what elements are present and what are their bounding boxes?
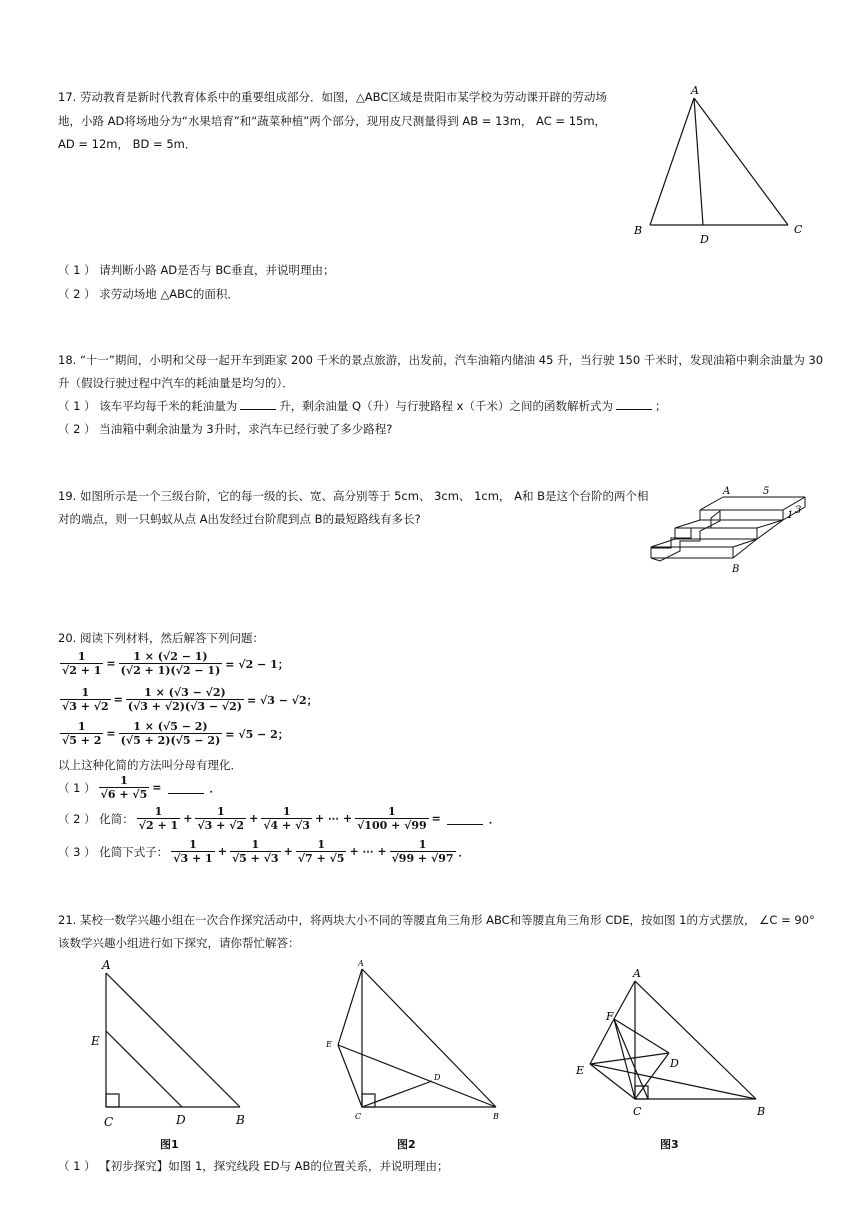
q20-note: 以上这种化简的方法叫分母有理化．	[58, 758, 242, 772]
q21-line1: 21. 某校一数学兴趣小组在一次合作探究活动中，将两块大小不同的等腰直角三角形 ABC和等腰直角三角形 CDE，按如图 1的方式摆放， ∠C = 90°	[58, 913, 815, 927]
q20-intro: 20. 阅读下列材料，然后解答下列问题：	[58, 631, 264, 645]
q19-label-a: A	[723, 486, 731, 497]
fig2-label-e: E	[326, 1040, 332, 1049]
q18-part1-a: （ 1 ） 该车平均每千米的耗油量为	[58, 399, 238, 413]
q20-example-1: $\frac{1}{√2 + 1}$ = $\frac{1 \times (√2 - 1)}{(√2 + 1)(√2 - 1)}$ = √2 − 1；	[62, 650, 289, 677]
fig2-label-a: A	[358, 959, 364, 968]
q18-line1: 18. “十一”期间，小明和父母一起开车到距家 200 千米的景点旅游，出发前，汽车油箱内储油 45 升，当行驶 150 千米时，发现油箱中剩余油量为 30	[58, 353, 824, 367]
q17-line1: 17. 劳动教育是新时代教育体系中的重要组成部分．如图，△ABC区域是贵阳市某学校为劳动课开辟的劳动场	[58, 90, 607, 104]
fraction: $\frac{1}{√3 + √2}$	[197, 805, 245, 832]
fraction: $\frac{1}{√3 + 1}$	[173, 838, 213, 865]
answer-blank[interactable]	[447, 813, 483, 825]
q17-label-d: D	[700, 233, 709, 246]
fig2-label-c: C	[355, 1112, 362, 1121]
q18-part1	[58, 398, 666, 414]
q21-line2: 该数学兴趣小组进行如下探究，请你帮忙解答：	[58, 936, 300, 950]
fig1-label-e: E	[91, 1034, 100, 1048]
fraction: $\frac{1}{√99 + √97}$	[391, 838, 454, 865]
q18-line2: 升（假设行驶过程中汽车的耗油量是均匀的）．	[58, 376, 294, 390]
q20-part2: （ 2 ） 化简： $\frac{1}{√2 + 1}$ + $\frac{1}{√3 + √2}$ + $\frac{1}{√4 + √3}$ + ⋯ + $\frac{1}{√100 + √99}$ = ．	[58, 805, 500, 832]
fig2-label-b: B	[493, 1112, 499, 1121]
q20-part3: （ 3 ） 化简下式子： $\frac{1}{√3 + 1}$ + $\frac{1}{√5 + √3}$ + $\frac{1}{√7 + √5}$ + ⋯ + $\frac{1}{√99 + √97}$ ．	[58, 838, 470, 865]
fraction: $\frac{1 \times (√5 - 2)}{(√5 + 2)(√5 - 2)}$	[120, 720, 221, 747]
q19-label-1: 1	[787, 510, 794, 521]
q19-label-3: 3	[795, 505, 802, 516]
q17-line2: 地，小路 AD将场地分为“水果培育”和“蔬菜种植”两个部分，现用皮尺测量得到 AB = 13m， AC = 15m，	[58, 114, 607, 128]
q17-part2: （ 2 ） 求劳动场地 △ABC的面积．	[58, 287, 239, 301]
fraction: $\frac{1}{√7 + √5}$	[297, 838, 345, 865]
fig3-caption: 图3	[660, 1138, 679, 1151]
q17-triangle-figure	[628, 80, 818, 250]
fig3-label-a: A	[633, 967, 641, 980]
answer-blank[interactable]	[616, 398, 652, 410]
fig1-label-d: D	[176, 1113, 186, 1127]
q19-line1: 19. 如图所示是一个三级台阶，它的每一级的长、宽、高分别等于 5cm、 3cm、 1cm， A和 B是这个台阶的两个相	[58, 489, 649, 503]
fraction: $\frac{1}{√2 + 1}$	[62, 650, 102, 677]
fraction: $\frac{1 \times (√2 - 1)}{(√2 + 1)(√2 - 1)}$	[120, 650, 221, 677]
q21-figure-3	[570, 963, 770, 1133]
fig3-label-f: F	[606, 1010, 614, 1023]
q18-part1-b: 升，剩余油量 Q（升）与行驶路程 x（千米）之间的函数解析式为	[279, 399, 613, 413]
fig1-caption: 图1	[160, 1138, 179, 1151]
q17-line3: AD = 12m， BD = 5m．	[58, 137, 197, 151]
fraction: $\frac{1}{√100 + √99}$	[357, 805, 427, 832]
q19-label-b: B	[732, 564, 740, 575]
q17-label-c: C	[794, 223, 803, 236]
fraction: $\frac{1}{√5 + 2}$	[62, 720, 102, 747]
q21-figure-1	[85, 955, 260, 1135]
fig3-label-d: D	[670, 1057, 679, 1070]
answer-blank[interactable]	[168, 782, 204, 794]
fraction: $\frac{1}{√2 + 1}$	[138, 805, 179, 832]
q19-label-5: 5	[763, 486, 770, 497]
fraction: $\frac{1}{√4 + √3}$	[263, 805, 310, 832]
q20-part1: （ 1 ） $\frac{1}{√6 + √5}$ = ．	[58, 774, 221, 801]
fig3-label-c: C	[633, 1105, 642, 1118]
fig3-label-b: B	[757, 1105, 766, 1118]
q18-part1-c: ；	[654, 399, 667, 413]
q21-figure-2	[320, 955, 510, 1125]
q17-part1: （ 1 ） 请判断小路 AD是否与 BC垂直，并说明理由；	[58, 263, 335, 277]
answer-blank[interactable]	[240, 398, 276, 410]
fig2-label-d: D	[434, 1073, 441, 1082]
fraction: $\frac{1 \times (√3 - √2)}{(√3 + √2)(√3 - √2)}$	[127, 686, 242, 713]
q20-example-3: $\frac{1}{√5 + 2}$ = $\frac{1 \times (√5 - 2)}{(√5 + 2)(√5 - 2)}$ = √5 − 2；	[62, 720, 289, 747]
q17-label-a: A	[691, 84, 699, 97]
fig1-label-c: C	[104, 1115, 114, 1129]
q18-part2: （ 2 ） 当油箱中剩余油量为 3升时，求汽车已经行驶了多少路程?	[58, 422, 393, 436]
fig2-caption: 图2	[397, 1138, 416, 1151]
fig1-label-b: B	[236, 1113, 245, 1127]
q21-part1: （ 1 ） 【初步探究】如图 1，探究线段 ED与 AB的位置关系，并说明理由；	[58, 1159, 449, 1173]
q19-staircase-figure	[645, 483, 815, 578]
fig1-label-a: A	[102, 958, 111, 972]
q20-example-2: $\frac{1}{√3 + √2}$ = $\frac{1 \times (√3 - √2)}{(√3 + √2)(√3 - √2)}$ = √3 − √2；	[62, 686, 318, 713]
q19-line2: 对的端点，则一只蚂蚁从点 A出发经过台阶爬到点 B的最短路线有多长?	[58, 512, 421, 526]
q17-label-b: B	[634, 224, 643, 237]
fraction: $\frac{1}{√5 + √3}$	[231, 838, 279, 865]
fraction: $\frac{1}{√6 + √5}$	[100, 774, 148, 801]
fig3-label-e: E	[576, 1064, 585, 1077]
fraction: $\frac{1}{√3 + √2}$	[62, 686, 109, 713]
